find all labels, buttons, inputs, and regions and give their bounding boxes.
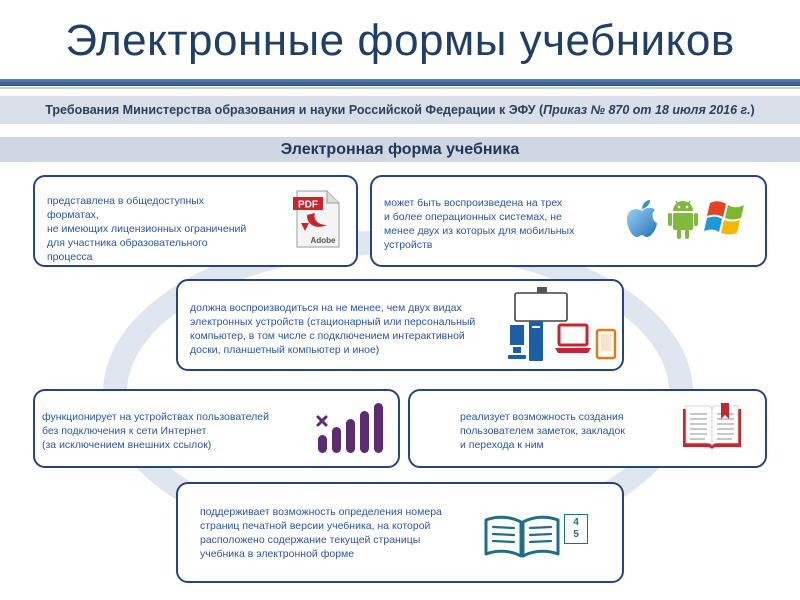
text-line: для участника образовательного [47,237,208,249]
text-line: представлена в общедоступных [47,195,205,207]
interactive-board-icon [513,287,569,323]
adobe-label: Adobe [310,236,336,245]
card-pages [176,482,624,583]
text-line: электронных устройств (стационарный или персональный [190,316,476,328]
laptop-icon [555,325,591,359]
text-line: устройств [384,239,433,251]
card-offline-text [42,410,332,452]
text-line: должна воспроизводиться на не менее, чем двух видах [190,302,462,314]
text-line: поддерживает возможность определения номера [200,506,442,518]
page-number-top: 4 [573,517,579,528]
text-line: компьютер, в том числе с подключением интерактивной [190,330,465,342]
text-line: расположено содержание текущей страницы [200,534,421,546]
text-line: реализует возможность создания [460,411,624,423]
card-notes-text [460,410,690,452]
text-line: и перехода к ним [460,439,544,451]
text-line: страниц печатной версии учебника, на которой [200,520,431,532]
text-line: доски, планшетный компьютер и иное) [190,344,380,356]
text-line: функционирует на устройствах пользователей [42,411,269,423]
pdf-label: PDF [298,199,318,211]
text-line: учебника в электронной форме [200,548,355,560]
card-formats [33,175,358,267]
apple-icon [624,199,660,239]
requirements-order: Приказ № 870 от 18 июля 2016 г. [543,103,751,117]
card-devices [176,279,624,371]
bookmarked-book-icon [681,403,743,451]
tablet-icon [596,329,616,359]
text-line: форматах, [47,209,99,221]
text-line: не имеющих лицензионных ограничений [47,223,247,235]
slide-title: Электронные формы учебников [65,16,735,65]
card-offline [33,389,400,468]
title-rule-shadow [0,87,800,89]
text-line: пользователем заметок, закладок [460,425,625,437]
no-signal-icon [315,403,385,455]
text-line: процесса [47,251,93,263]
card-os [370,175,767,267]
text-line: (за исключением внешних ссылок) [42,439,212,451]
card-os-text [384,196,634,252]
windows-icon [706,197,750,239]
requirements-banner [0,96,800,124]
card-devices-text [190,301,520,357]
requirements-prefix: Требования Министерства образования и науки Российской Федерации к ЭФУ ( [45,103,544,117]
page-number-bottom: 5 [573,529,579,540]
android-icon [668,197,698,241]
card-pages-text [200,505,500,561]
card-formats-text [47,194,305,264]
title-rule [0,79,800,86]
section-title: Электронная форма учебника [0,137,800,162]
text-line: может быть воспроизведена на трех [384,197,563,209]
pdf-file-icon [293,189,343,249]
card-notes [408,389,767,468]
text-line: и более операционных системах, не [384,211,562,223]
text-line: без подключения к сети Интернет [42,425,207,437]
open-book-icon [484,514,560,558]
text-line: менее двух из которых для мобильных [384,225,575,237]
requirements-suffix: ) [750,103,755,117]
desktop-computer-icon [508,321,546,365]
page-number-box [564,514,588,544]
